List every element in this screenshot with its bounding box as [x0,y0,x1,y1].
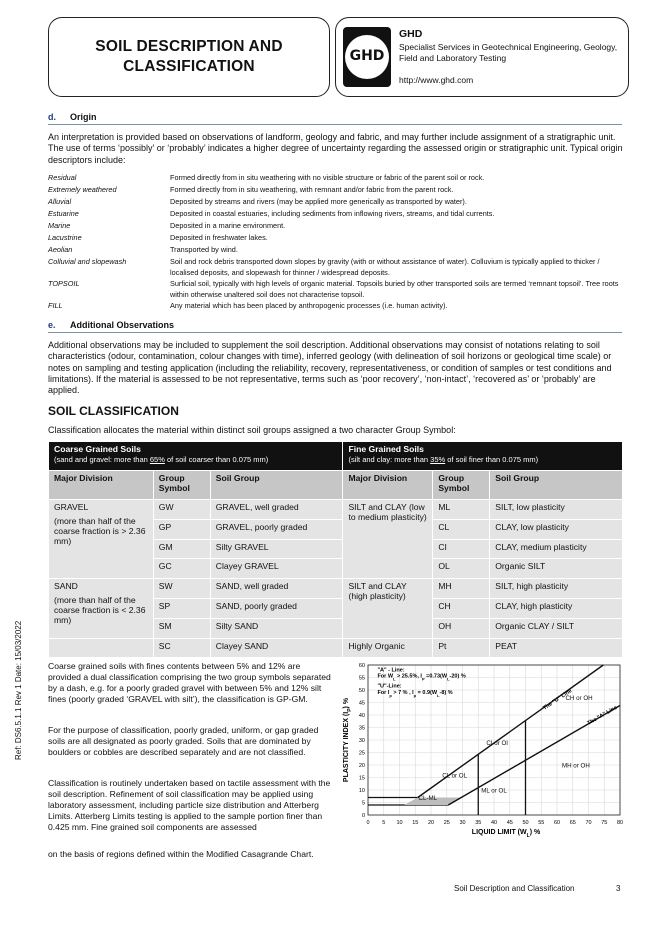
poorly-graded-text: For the purpose of classification, poorly graded, uniform, or gap graded soils are all designated as poorly graded. Soils that are dominated by boulders or cobbles are described separately and are not classified. [48,725,319,757]
region-label: MH or OH [561,762,590,770]
col-major-division: Major Division [49,471,154,500]
x-tick-label: 0 [366,820,370,826]
plasticity-chart [340,660,628,852]
x-tick-label: 45 [506,820,513,826]
org-description: Specialist Services in Geotechnical Engineering, Geology, Field and Laboratory Testing [399,42,618,63]
table-row: SP SAND, poorly graded CH CLAY, high plasticity [49,598,623,618]
table-row: SC Clayey SAND Highly Organic Pt PEAT [49,638,623,658]
region-label: CI or OI [486,740,508,747]
x-tick-label: 75 [601,820,608,826]
y-tick-label: 10 [358,788,365,794]
descriptor-definition: Formed directly from in situ weathering with no visible structure or fabric of the parent soil or rock. [170,173,485,182]
descriptor-row [48,233,623,245]
additional-observations-text: Additional observations may be included to supplement the soil description. Additional observations may consist of notations relating to soil characteristics (odour, contamination, colour changes with time), inferred geology (with delineation of soil horizons or geological time scale) or notes on sampling and testing application (including the reliability, recovery, representativeness, or condition of samples or test conditions and limitations). If the material is assessed to be not representative, terms such as ‘poor recovery’, ‘non-intact’, ‘recovered as’ or ‘probably’ are applied. [48,340,612,396]
table-row: GRAVEL (more than half of the coarse fraction is > 2.36 mm) GW GRAVEL, well graded SILT and CLAY (low to medium plasticity) ML SILT, low plasticity [49,500,623,520]
u-line-equation: For $I_p > 7$ % , $I_p = 0.9(W_L-8)$ % [377,689,453,698]
descriptor-definition: Surficial soil, typically with high levels of organic material. Topsoils buried by other transported soils are termed ‘remnant topsoil’. Tree roots within otherwise unaltered soil does not characterise topsoil. [170,279,619,299]
descriptor-row [48,279,623,301]
descriptor-term: TOPSOIL [48,279,80,288]
col-group-symbol: Group Symbol [153,471,210,500]
x-axis-label: LIQUID LIMIT $(W_L)$ % [471,829,541,839]
descriptor-definition: Any material which has been placed by anthropogenic processes (i.e. human activity). [170,301,448,310]
descriptor-term: Extremely weathered [48,185,117,194]
y-tick-label: 40 [358,713,365,719]
page-number: 3 [616,884,621,893]
descriptor-row [48,301,623,313]
y-tick-label: 45 [358,700,365,707]
table-row: SM Silty SAND OH Organic CLAY / SILT [49,618,623,638]
org-box [335,17,629,97]
descriptor-row [48,173,623,185]
table-row: GP GRAVEL, poorly graded CL CLAY, low plasticity [49,519,623,539]
descriptor-definition: Formed directly from in situ weathering, with remnant and/or fabric from the parent rock. [170,185,454,194]
x-tick-label: 65 [569,820,576,826]
casagrande-reference-text: on the basis of regions defined within the Modified Casagrande Chart. [48,849,314,859]
org-name: GHD [399,28,423,40]
sand-division: SAND (more than half of the coarse fraction is < 2.36 mm) [49,579,154,638]
descriptor-term: Lacustrine [48,233,82,242]
descriptor-row [48,257,623,279]
title-box [48,17,330,97]
org-url: http://www.ghd.com [399,75,474,85]
soil-classification-heading: SOIL CLASSIFICATION [48,404,179,418]
table-row: SAND (more than half of the coarse fraction is < 2.36 mm) SW SAND, well graded SILT and CLAY (high plasticity) MH SILT, high plasticity [49,579,623,599]
x-tick-label: 35 [475,820,482,826]
ghd-logo: GHD [343,27,391,87]
descriptor-term: Aeolian [48,245,73,254]
origin-heading: d. Origin [48,112,622,125]
x-tick-label: 55 [538,820,545,826]
y-axis-label: PLASTICITY INDEX $(I_P)$ % [343,697,353,783]
col-group-symbol: Group Symbol [433,471,490,500]
origin-descriptor-list [48,173,623,313]
highly-organic-division: Highly Organic [343,638,433,658]
u-line-label: "U"-Line: [377,683,402,690]
col-soil-group: Soil Group [490,471,623,500]
descriptor-term: Residual [48,173,77,182]
descriptor-row [48,209,623,221]
soil-classification-table [48,441,623,658]
descriptor-row [48,185,623,197]
descriptor-term: Alluvial [48,197,72,206]
region-label: ML or OL [481,787,507,795]
col-major-division: Major Division [343,471,433,500]
descriptor-row [48,197,623,209]
descriptor-term: Marine [48,221,71,230]
y-tick-label: 50 [358,688,365,694]
table-row: GC Clayey GRAVEL OL Organic SILT [49,559,623,579]
a-line-tag: The "A" Line [586,704,619,727]
y-tick-label: 20 [358,763,365,769]
region-label: CL or OL [442,772,468,780]
fine-grained-header: Fine Grained Soils (silt and clay: more than 35% of soil finer than 0.075 mm) [343,442,623,471]
x-tick-label: 80 [616,820,624,826]
y-tick-label: 55 [358,675,365,682]
x-tick-label: 10 [396,820,403,826]
descriptor-row [48,245,623,257]
x-tick-label: 60 [553,820,561,826]
y-tick-label: 35 [358,725,365,732]
col-soil-group: Soil Group [210,471,343,500]
descriptor-row [48,221,623,233]
origin-intro: An interpretation is provided based on observations of landform, geology and fabric, and may further include assignment of a stratigraphic unit. The use of terms ‘possibly’ or ‘probably’ indicates a higher degree of uncertainty regarding the assessed origin or stratigraphic unit. Typical origin descriptors include: [48,132,623,165]
a-line-label: "A" - Line: [377,667,405,674]
table-row: GM Silty GRAVEL CI CLAY, medium plasticity [49,539,623,559]
descriptor-term: Colluvial and slopewash [48,257,127,266]
y-tick-label: 0 [361,813,365,819]
descriptor-definition: Deposited in coastal estuaries, including sediments from inflowing rivers, streams, and tidal currents. [170,209,495,218]
descriptor-definition: Transported by wind. [170,245,238,254]
coarse-grained-header: Coarse Grained Soils (sand and gravel: more than 65% of soil coarser than 0.075 mm) [49,442,343,471]
additional-observations-heading: e. Additional Observations [48,320,622,333]
x-tick-label: 15 [412,820,419,826]
footer-label: Soil Description and Classification [454,884,575,893]
y-tick-label: 30 [358,738,365,744]
laboratory-assessment-text: Classification is routinely undertaken based on tactile assessment with the soil description. Refinement of soil classification may be applied using laboratory assessment, including particle size distribution and Atterberg Limits. Atterberg Limits testing is applied to the sample portion finer than 0.425 mm. Fine grained soil components are assessed [48,778,331,832]
silt-clay-high-division: SILT and CLAY (high plasticity) [343,579,433,638]
descriptor-definition: Deposited by streams and rivers (may be applied more generically as transported by water). [170,197,467,206]
region-label: CL-ML [418,795,438,802]
gravel-division: GRAVEL (more than half of the coarse fraction is > 2.36 mm) [49,500,154,579]
silt-clay-low-division: SILT and CLAY (low to medium plasticity) [343,500,433,579]
u-line-tag: The "U" Line [542,688,574,712]
x-tick-label: 70 [585,820,592,826]
x-tick-label: 30 [459,820,466,826]
document-reference: Ref: DS6.5.1.1 Rev 1 Date: 15/03/2022 [14,620,23,760]
descriptor-term: Estuarine [48,209,79,218]
x-tick-label: 25 [443,820,450,826]
descriptor-definition: Soil and rock debris transported down slopes by gravity (with or without assistance of water). Colluvium is typically applied to thicker / localised deposits, and slopewash for thinner / widespread deposits. [170,257,600,277]
y-tick-label: 15 [358,775,365,782]
descriptor-term: FILL [48,301,63,310]
page-title: SOIL DESCRIPTION AND CLASSIFICATION [95,38,283,75]
a-line-equation: For $W_L > 25.5\%$, $I_P =0.73(W_L-20)$ % [377,673,466,681]
x-tick-label: 40 [490,820,498,826]
descriptor-definition: Deposited in freshwater lakes. [170,233,268,242]
y-tick-label: 60 [358,663,365,669]
x-tick-label: 50 [522,820,529,826]
y-tick-label: 5 [361,800,365,807]
x-tick-label: 5 [382,820,386,826]
soil-classification-intro: Classification allocates the material within distinct soil groups assigned a two character Group Symbol: [48,425,456,435]
x-tick-label: 20 [427,820,435,826]
y-tick-label: 25 [358,750,365,757]
dual-classification-text: Coarse grained soils with fines contents between 5% and 12% are provided a dual classification comprising the two group symbols separated by a dash, e.g. for a poorly graded gravel with between 5% and 12% silt fines (poorly graded ‘GRAVEL with silt’), the classification is GP-GM. [48,661,331,704]
descriptor-definition: Deposited in a marine environment. [170,221,286,230]
region-label: CH or OH [565,695,593,702]
